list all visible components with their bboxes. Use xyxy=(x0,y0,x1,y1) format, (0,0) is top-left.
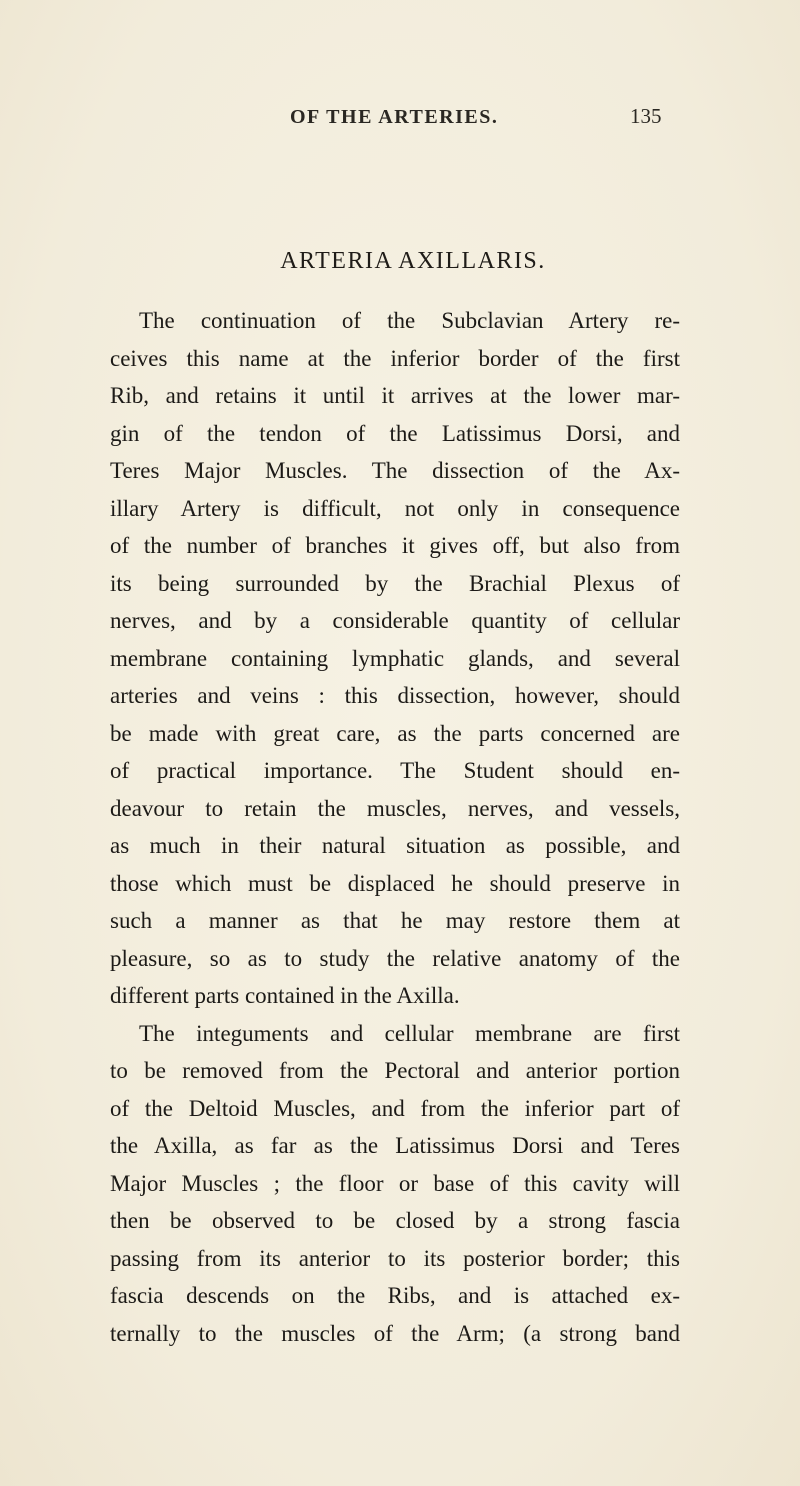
text-line: such a manner as that he may restore them at xyxy=(110,908,680,933)
text-line: pleasure, so as to study the relative anatomy of the xyxy=(110,945,680,971)
text-line: of practical importance. The Student should en- xyxy=(110,758,680,783)
text-line: The continuation of the Subclavian Artery re- xyxy=(139,308,680,333)
text-line: ceives this name at the inferior border of the first xyxy=(110,345,680,371)
text-line: Major Muscles ; the floor or base of this cavity will xyxy=(110,1170,680,1196)
text-line: to be removed from the Pectoral and anterior portion xyxy=(110,1058,680,1083)
text-line: Teres Major Muscles. The dissection of the Ax- xyxy=(110,458,680,483)
text-line: membrane containing lymphatic glands, and several xyxy=(110,645,680,671)
text-line: different parts contained in the Axilla. xyxy=(110,983,460,1008)
body-text xyxy=(110,302,680,1352)
text-line: illary Artery is difficult, not only in consequence xyxy=(110,495,680,521)
text-line: arteries and veins : this dissection, however, should xyxy=(110,683,680,708)
text-line: passing from its anterior to its posterior border; this xyxy=(110,1245,680,1271)
running-header: OF THE ARTERIES. xyxy=(290,106,499,128)
text-line: of the number of branches it gives off, but also from xyxy=(110,533,680,558)
text-line: its being surrounded by the Brachial Plexus of xyxy=(110,570,680,596)
text-line: Rib, and retains it until it arrives at the lower mar- xyxy=(110,383,680,408)
text-line: fascia descends on the Ribs, and is attached ex- xyxy=(110,1283,680,1308)
text-line: as much in their natural situation as possible, and xyxy=(110,833,680,858)
text-line: of the Deltoid Muscles, and from the inferior part of xyxy=(110,1095,680,1121)
text-line: nerves, and by a considerable quantity of cellular xyxy=(110,608,680,633)
text-line: those which must be displaced he should preserve in xyxy=(110,870,680,896)
text-line: deavour to retain the muscles, nerves, and vessels, xyxy=(110,795,680,821)
text-line: The integuments and cellular membrane are first xyxy=(139,1020,680,1046)
text-line: ternally to the muscles of the Arm; (a strong band xyxy=(110,1320,680,1346)
text-line: gin of the tendon of the Latissimus Dorsi, and xyxy=(110,420,680,446)
text-line: then be observed to be closed by a strong fascia xyxy=(110,1208,680,1233)
section-title: ARTERIA AXILLARIS. xyxy=(280,248,546,274)
text-line: the Axilla, as far as the Latissimus Dorsi and Teres xyxy=(110,1133,680,1158)
text-line: be made with great care, as the parts concerned are xyxy=(110,720,680,746)
page-number: 135 xyxy=(630,104,662,128)
